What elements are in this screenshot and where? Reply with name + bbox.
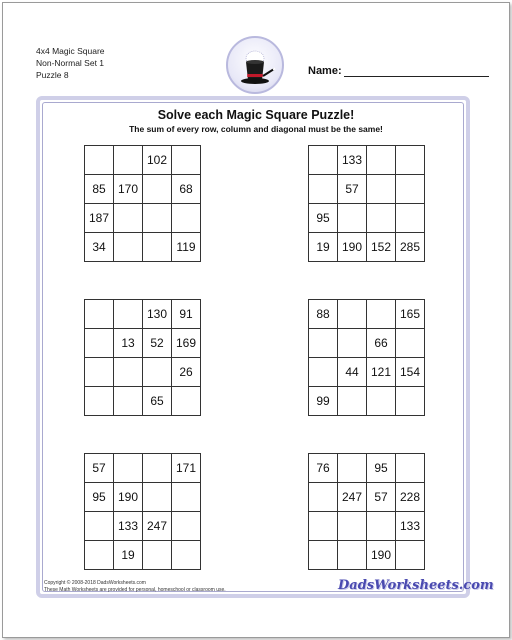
- magic-square-cell[interactable]: [85, 387, 114, 416]
- magic-square-cell[interactable]: [172, 541, 201, 570]
- magic-square-cell[interactable]: [338, 300, 367, 329]
- magic-square-cell[interactable]: [143, 233, 172, 262]
- magic-square-cell[interactable]: [143, 358, 172, 387]
- magic-square-cell[interactable]: 119: [172, 233, 201, 262]
- magic-hat-logo: [226, 36, 284, 94]
- magic-square-cell[interactable]: 52: [143, 329, 172, 358]
- magic-square-cell[interactable]: 190: [367, 541, 396, 570]
- magic-square-3: [84, 299, 201, 416]
- magic-square-cell[interactable]: 76: [309, 454, 338, 483]
- magic-square-cell[interactable]: [143, 204, 172, 233]
- instructions-subtitle: The sum of every row, column and diagonal must be the same!: [129, 124, 383, 134]
- magic-hat-icon: [228, 38, 282, 92]
- usage-note: These Math Worksheets are provided for personal, homeschool or classroom use.: [44, 587, 226, 593]
- magic-square-cell[interactable]: 130: [143, 300, 172, 329]
- magic-square-cell[interactable]: 154: [396, 358, 425, 387]
- magic-square-6: [308, 453, 425, 570]
- magic-square-cell[interactable]: [309, 146, 338, 175]
- magic-square-cell[interactable]: 133: [396, 512, 425, 541]
- magic-square-cell[interactable]: [114, 204, 143, 233]
- magic-square-cell[interactable]: 19: [114, 541, 143, 570]
- magic-square-cell[interactable]: [367, 387, 396, 416]
- magic-square-cell[interactable]: [396, 387, 425, 416]
- magic-square-cell[interactable]: [309, 358, 338, 387]
- magic-square-cell[interactable]: [143, 454, 172, 483]
- magic-square-1: [84, 145, 201, 262]
- magic-square-cell[interactable]: 68: [172, 175, 201, 204]
- magic-square-cell[interactable]: 44: [338, 358, 367, 387]
- magic-square-cell[interactable]: [396, 204, 425, 233]
- magic-square-cell[interactable]: 121: [367, 358, 396, 387]
- magic-square-cell[interactable]: [172, 387, 201, 416]
- magic-square-cell[interactable]: [114, 300, 143, 329]
- magic-square-cell[interactable]: [85, 358, 114, 387]
- magic-square-cell[interactable]: 190: [338, 233, 367, 262]
- magic-square-cell[interactable]: [309, 175, 338, 204]
- magic-square-cell[interactable]: [114, 146, 143, 175]
- magic-square-cell[interactable]: [172, 512, 201, 541]
- magic-square-cell[interactable]: 102: [143, 146, 172, 175]
- magic-square-cell[interactable]: [309, 483, 338, 512]
- magic-square-cell[interactable]: [367, 146, 396, 175]
- meta-title: 4x4 Magic Square: [36, 46, 105, 56]
- magic-square-cell[interactable]: 95: [85, 483, 114, 512]
- magic-square-cell[interactable]: 88: [309, 300, 338, 329]
- instructions-title: Solve each Magic Square Puzzle!: [157, 108, 355, 122]
- worksheet-meta: [36, 45, 105, 81]
- name-blank-line[interactable]: [344, 64, 489, 77]
- magic-square-cell[interactable]: [338, 387, 367, 416]
- magic-square-cell[interactable]: [396, 146, 425, 175]
- magic-square-cell[interactable]: [143, 541, 172, 570]
- magic-square-cell[interactable]: 91: [172, 300, 201, 329]
- magic-square-cell[interactable]: 13: [114, 329, 143, 358]
- magic-square-cell[interactable]: [114, 387, 143, 416]
- magic-square-cell[interactable]: 190: [114, 483, 143, 512]
- magic-square-cell[interactable]: [85, 512, 114, 541]
- magic-square-cell[interactable]: 65: [143, 387, 172, 416]
- magic-square-cell[interactable]: [338, 512, 367, 541]
- magic-square-cell[interactable]: 133: [338, 146, 367, 175]
- magic-square-cell[interactable]: [114, 454, 143, 483]
- magic-square-cell[interactable]: 26: [172, 358, 201, 387]
- magic-square-cell[interactable]: 133: [114, 512, 143, 541]
- magic-square-cell[interactable]: 247: [338, 483, 367, 512]
- magic-square-cell[interactable]: 95: [309, 204, 338, 233]
- magic-square-cell[interactable]: 285: [396, 233, 425, 262]
- magic-square-cell[interactable]: 57: [338, 175, 367, 204]
- magic-square-cell[interactable]: 99: [309, 387, 338, 416]
- magic-square-cell[interactable]: 85: [85, 175, 114, 204]
- magic-square-cell[interactable]: [367, 204, 396, 233]
- magic-square-cell[interactable]: [338, 329, 367, 358]
- name-label: Name:: [308, 65, 342, 77]
- magic-square-cell[interactable]: [114, 233, 143, 262]
- magic-square-cell[interactable]: [367, 175, 396, 204]
- magic-square-cell[interactable]: 66: [367, 329, 396, 358]
- magic-square-cell[interactable]: 19: [309, 233, 338, 262]
- magic-square-cell[interactable]: [143, 175, 172, 204]
- magic-square-cell[interactable]: [114, 358, 143, 387]
- meta-set: Non-Normal Set 1: [36, 58, 105, 68]
- magic-square-cell[interactable]: 187: [85, 204, 114, 233]
- meta-puzzle-number: Puzzle 8: [36, 70, 69, 80]
- magic-square-cell[interactable]: 57: [367, 483, 396, 512]
- magic-square-cell[interactable]: 165: [396, 300, 425, 329]
- magic-square-cell[interactable]: [85, 146, 114, 175]
- magic-square-cell[interactable]: 152: [367, 233, 396, 262]
- magic-square-cell[interactable]: [396, 329, 425, 358]
- magic-square-2: [308, 145, 425, 262]
- magic-square-cell[interactable]: [85, 541, 114, 570]
- magic-square-cell[interactable]: 247: [143, 512, 172, 541]
- magic-square-cell[interactable]: [367, 300, 396, 329]
- name-field: [308, 64, 489, 77]
- magic-square-5: [84, 453, 201, 570]
- copyright-text: Copyright © 2008-2018 DadsWorksheets.com: [44, 580, 146, 586]
- magic-square-cell[interactable]: [396, 454, 425, 483]
- magic-square-cell[interactable]: [338, 454, 367, 483]
- magic-square-cell[interactable]: [309, 541, 338, 570]
- magic-square-cell[interactable]: [309, 329, 338, 358]
- magic-square-cell[interactable]: [309, 512, 338, 541]
- magic-square-cell[interactable]: 228: [396, 483, 425, 512]
- magic-square-4: [308, 299, 425, 416]
- magic-square-cell[interactable]: 57: [85, 454, 114, 483]
- magic-square-cell[interactable]: [338, 204, 367, 233]
- magic-square-cell[interactable]: [367, 512, 396, 541]
- magic-square-cell[interactable]: [85, 329, 114, 358]
- magic-square-cell[interactable]: [143, 483, 172, 512]
- brand-logo[interactable]: DadsWorksheets.com: [338, 578, 494, 593]
- magic-square-cell[interactable]: [396, 175, 425, 204]
- magic-square-cell[interactable]: [172, 204, 201, 233]
- magic-square-cell[interactable]: 170: [114, 175, 143, 204]
- magic-square-cell[interactable]: [172, 483, 201, 512]
- footer-text: [44, 580, 226, 594]
- magic-square-cell[interactable]: [172, 146, 201, 175]
- magic-square-cell[interactable]: 95: [367, 454, 396, 483]
- magic-square-cell[interactable]: [85, 300, 114, 329]
- magic-square-cell[interactable]: [396, 541, 425, 570]
- magic-square-cell[interactable]: 171: [172, 454, 201, 483]
- magic-square-cell[interactable]: 34: [85, 233, 114, 262]
- magic-square-cell[interactable]: [338, 541, 367, 570]
- magic-square-cell[interactable]: 169: [172, 329, 201, 358]
